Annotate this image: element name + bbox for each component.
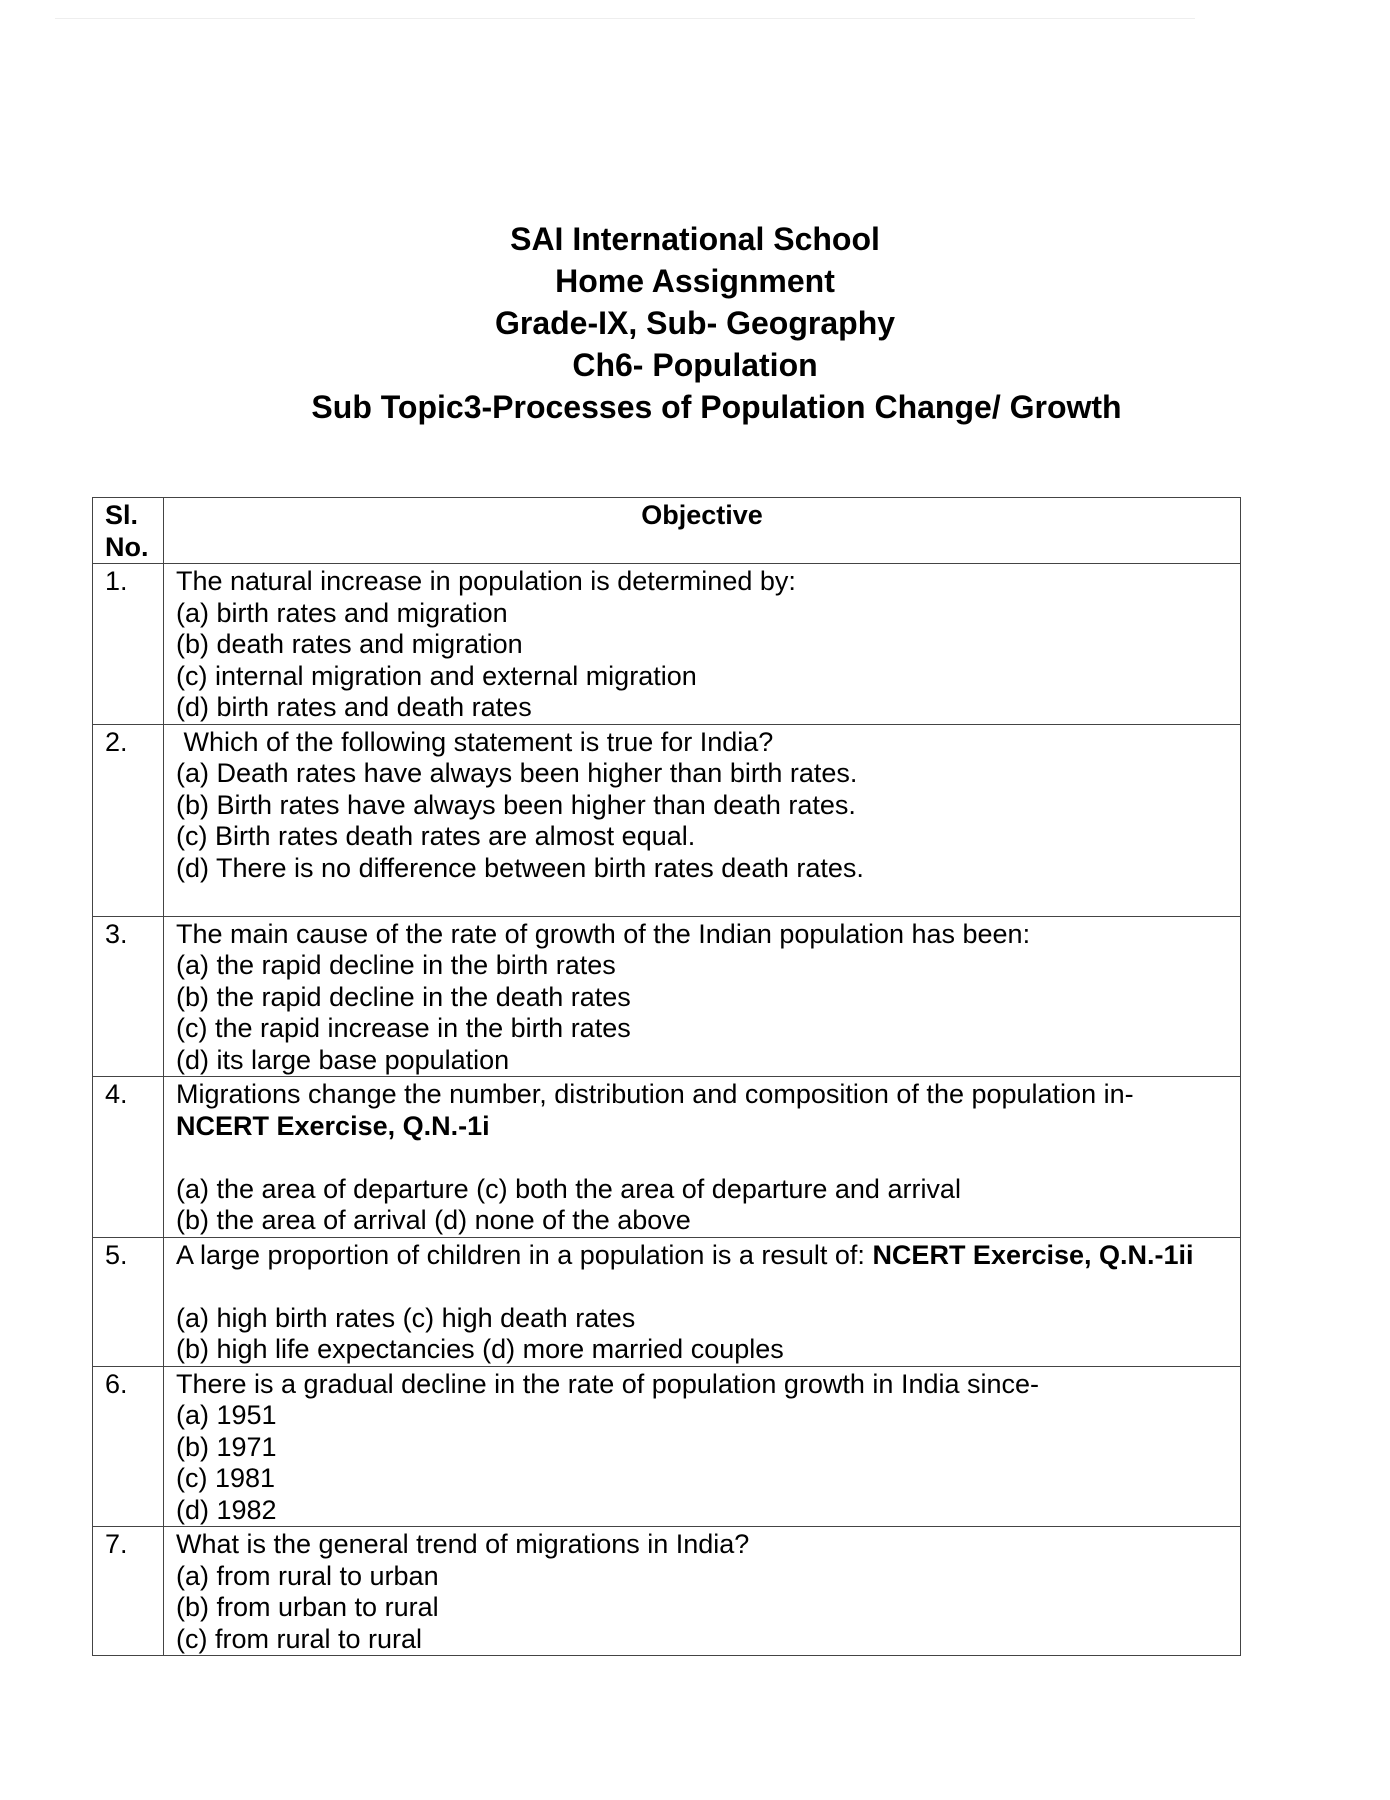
option: (b) 1971 (176, 1431, 277, 1462)
option: (a) the area of departure (c) both the area of departure and arrival (176, 1173, 961, 1204)
document-header (0, 218, 1390, 428)
table-row (93, 564, 1241, 725)
table-row (93, 724, 1241, 916)
table-row (93, 916, 1241, 1077)
option: (c) 1981 (176, 1463, 276, 1493)
option: (c) the rapid increase in the birth rates (176, 1013, 631, 1043)
question-number: 2. (93, 724, 164, 916)
option: (c) internal migration and external migration (176, 660, 697, 691)
question-number: 7. (93, 1527, 164, 1656)
option: (d) birth rates and death rates (176, 692, 532, 722)
option: (b) death rates and migration (176, 629, 523, 659)
school-name: SAI International School (510, 221, 880, 257)
option: (b) Birth rates have always been higher than death rates. (176, 789, 856, 820)
table-header-row (93, 498, 1241, 564)
question-cell (164, 1077, 1241, 1238)
question-cell (164, 916, 1241, 1077)
table-row (93, 1237, 1241, 1366)
question-text: The main cause of the rate of growth of the Indian population has been: (176, 918, 1031, 949)
question-cell (164, 564, 1241, 725)
question-text: What is the general trend of migrations in India? (176, 1529, 750, 1559)
option: (a) birth rates and migration (176, 597, 508, 628)
table-row (93, 1077, 1241, 1238)
option: (b) high life expectancies (d) more married couples (176, 1334, 784, 1364)
top-divider (55, 18, 1195, 19)
question-number: 1. (93, 564, 164, 725)
question-text: Migrations change the number, distribution and composition of the population in- (176, 1079, 1134, 1109)
option: (d) 1982 (176, 1494, 277, 1525)
option: (b) the area of arrival (d) none of the above (176, 1205, 691, 1235)
option: (c) Birth rates death rates are almost equal. (176, 821, 696, 851)
question-number: 6. (93, 1366, 164, 1527)
table-row (93, 1527, 1241, 1656)
option: (a) 1951 (176, 1400, 277, 1430)
question-cell (164, 1366, 1241, 1527)
table-row (93, 1366, 1241, 1527)
assignment-title: Home Assignment (555, 263, 835, 299)
objective-header: Objective (164, 498, 1241, 564)
question-text: Which of the following statement is true for India? (176, 726, 774, 757)
question-text: The natural increase in population is determined by: (176, 566, 796, 596)
serial-number-header (93, 498, 164, 564)
option: (b) from urban to rural (176, 1592, 439, 1622)
question-text: A large proportion of children in a population is a result of: (176, 1239, 873, 1270)
question-number: 4. (93, 1077, 164, 1238)
question-cell (164, 724, 1241, 916)
question-table (92, 497, 1241, 1656)
grade-subject: Grade-IX, Sub- Geography (494, 305, 896, 341)
option: (d) There is no difference between birth rates death rates. (176, 852, 864, 883)
chapter-title: Ch6- Population (572, 347, 818, 383)
option: (d) its large base population (176, 1044, 510, 1075)
option: (a) the rapid decline in the birth rates (176, 950, 616, 980)
question-number: 3. (93, 916, 164, 1077)
option: (b) the rapid decline in the death rates (176, 981, 631, 1012)
ncert-reference: NCERT Exercise, Q.N.-1i (176, 1110, 490, 1141)
option: (a) Death rates have always been higher than birth rates. (176, 758, 858, 788)
question-cell (164, 1527, 1241, 1656)
serial-header-line-1: Sl. (105, 500, 139, 530)
ncert-reference: NCERT Exercise, Q.N.-1ii (872, 1239, 1194, 1270)
serial-header-line-2: No. (105, 531, 149, 562)
question-number: 5. (93, 1237, 164, 1366)
question-cell (164, 1237, 1241, 1366)
question-text: There is a gradual decline in the rate of population growth in India since- (176, 1368, 1040, 1399)
option: (c) from rural to rural (176, 1623, 423, 1654)
option: (a) from rural to urban (176, 1560, 439, 1591)
subtopic-title: Sub Topic3-Processes of Population Change/ Growth (311, 389, 1122, 425)
option: (a) high birth rates (c) high death rates (176, 1302, 636, 1333)
